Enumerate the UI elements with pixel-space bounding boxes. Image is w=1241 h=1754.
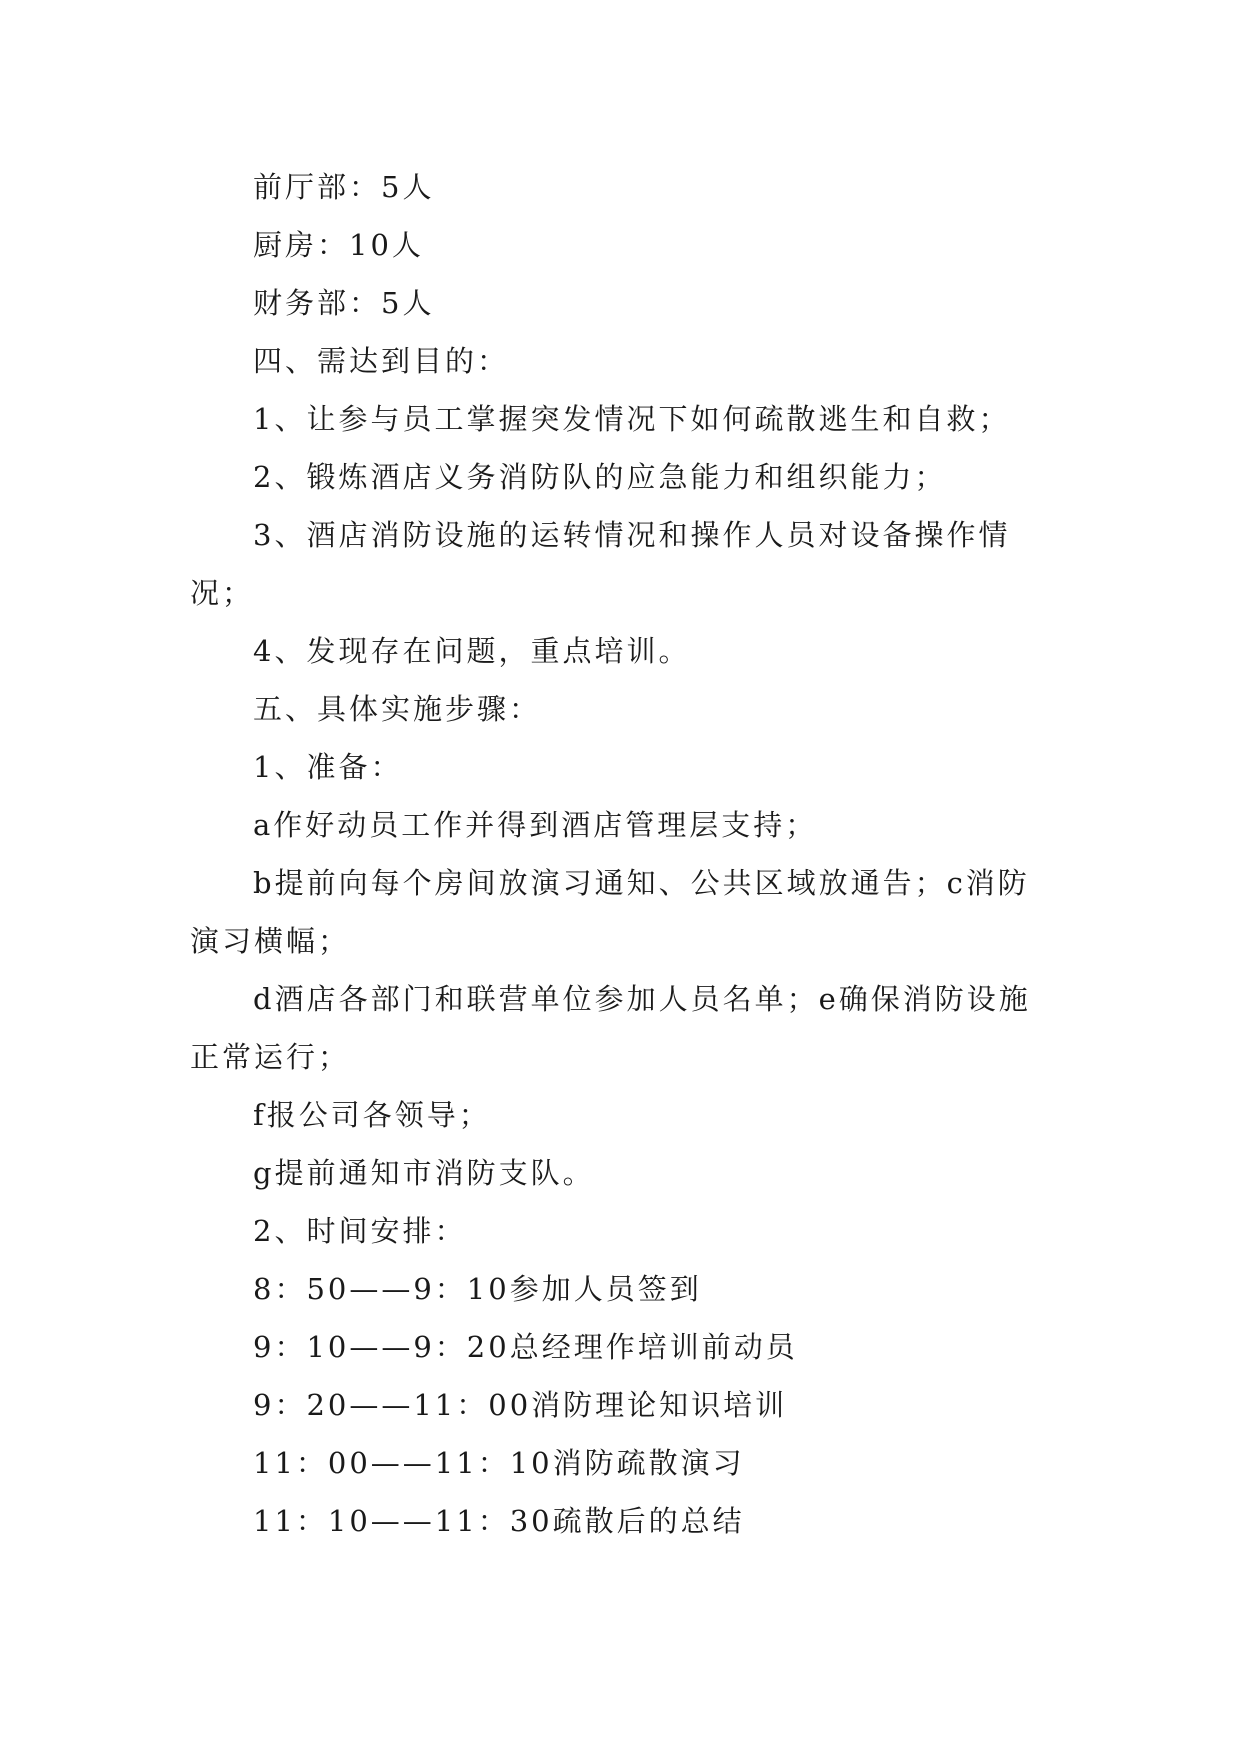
goal-item-2: 2、锻炼酒店义务消防队的应急能力和组织能力；	[253, 460, 947, 494]
prep-item-b-c: b提前向每个房间放演习通知、公共区域放通告；c消防演习横幅；	[190, 866, 1030, 958]
paragraph-kitchen: 厨房：10人	[253, 228, 424, 262]
schedule-item: 11：10——11：30疏散后的总结	[253, 1504, 745, 1538]
section-heading-steps: 五、具体实施步骤：	[253, 692, 542, 726]
goal-item-1: 1、让参与员工掌握突发情况下如何疏散逃生和自救；	[253, 402, 1011, 436]
goal-item-4: 4、发现存在问题，重点培训。	[253, 634, 691, 668]
prep-item-d-e: d酒店各部门和联营单位参加人员名单；e确保消防设施正常运行；	[190, 982, 1031, 1074]
section-heading-goals: 四、需达到目的：	[253, 344, 510, 378]
paragraph-front-desk: 前厅部：5人	[253, 170, 435, 204]
prep-item-g: g提前通知市消防支队。	[253, 1156, 595, 1190]
schedule-item: 9：10——9：20总经理作培训前动员	[253, 1330, 798, 1364]
goal-item-3: 3、酒店消防设施的运转情况和操作人员对设备操作情况；	[190, 518, 1011, 610]
schedule-item: 11：00——11：10消防疏散演习	[253, 1446, 745, 1480]
step-heading-schedule: 2、时间安排：	[253, 1214, 467, 1248]
document-body	[190, 158, 1050, 1550]
schedule-item: 9：20——11：00消防理论知识培训	[253, 1388, 788, 1422]
step-heading-preparation: 1、准备：	[253, 750, 403, 784]
prep-item-f: f报公司各领导；	[253, 1098, 491, 1132]
prep-item-a: a作好动员工作并得到酒店管理层支持；	[253, 808, 818, 842]
schedule-item: 8：50——9：10参加人员签到	[253, 1272, 702, 1306]
paragraph-finance: 财务部：5人	[253, 286, 435, 320]
